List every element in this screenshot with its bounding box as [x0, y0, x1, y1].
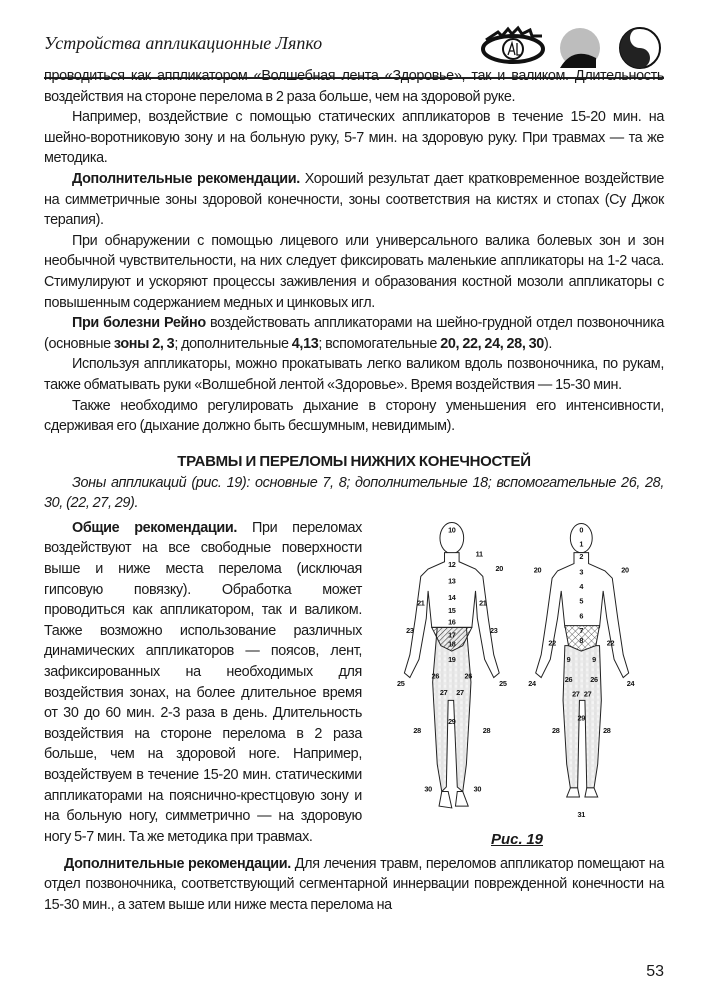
section-title: ТРАВМЫ И ПЕРЕЛОМЫ НИЖНИХ КОНЕЧНОСТЕЙ: [177, 452, 531, 470]
zone-label: 9: [566, 654, 571, 664]
hedgehog-sun-icon: [560, 28, 600, 68]
zone-label: 26: [590, 674, 598, 684]
zone-label: 26: [564, 674, 573, 684]
paragraph: Дополнительные рекомендации. Хороший результат дает кратковременное воздействие на симметричные зоны здоровой конечности, зоны соответствия на кистях и стопах (Су Джок терапия).: [44, 170, 664, 229]
zone-label: 16: [448, 617, 456, 627]
zone-label: 10: [448, 525, 456, 535]
text-and-figure: [44, 518, 664, 850]
zone-label: 19: [448, 654, 456, 664]
figure-caption: Рис. 19: [490, 830, 544, 848]
zone-label: 15: [448, 605, 456, 615]
additional-recommendations: Дополнительные рекомендации. Для лечения травм, переломов аппликатор помещают на отдел позвоночника, соответствующий сегментарной иннервации поврежденной конечности на 15-30 мин., а затем выше или ниже места перелома на: [44, 855, 665, 914]
zone-label: 12: [448, 560, 456, 570]
general-recommendations: Общие рекомендации. При переломах воздействуют на все свободные поверхности выше и ниже места перелома (исключая гипсовую повязку). Обработка может проводиться как аппликатором, так и валиком. Также возможно использование различных динамических аппликаторов — поясов, лент, зафиксированных на необходимых для воздействия зонах, на более длительное время от 30 до 60 мин. 2-3 раза в день. Длительность воздействия на стороне перелома в 2 раза больше, чем на здоровой ноге. Например, воздействуем в течение 15-20 мин. статическими аппликаторами на пояснично-крестцовую зону и на больную ногу, симметрично — на здоровую ногу 5-7 мин. Та же методика при травмах.: [44, 519, 362, 845]
zones-note: Зоны аппликаций (рис. 19): основные 7, 8; дополнительные 18; вспомогательные 26, 28, 30, (22, 27, 29).: [44, 474, 664, 512]
zone-label: 1: [579, 539, 584, 549]
zone-label: 20: [533, 565, 542, 575]
zone-label: 26: [464, 671, 472, 681]
eye-logo-icon: [483, 28, 543, 62]
yin-yang-logo-icon: [620, 28, 660, 68]
zone-label: 20: [621, 565, 629, 575]
zone-label: 25: [397, 678, 405, 688]
zone-label: 6: [579, 611, 584, 621]
zone-label: 2: [579, 551, 584, 561]
zone-label: 21: [417, 598, 425, 608]
zone-label: 11: [475, 549, 483, 559]
zone-label: 27: [456, 687, 464, 697]
zone-label: 7: [579, 625, 584, 635]
page-number: 53: [646, 963, 664, 980]
zone-label: 28: [552, 726, 560, 736]
paragraph: При обнаружении с помощью лицевого или универсального валика болевых зон и зон необычной чувствительности, на них следует фиксировать маленькие аппликаторы на 1-2 часа. Стимулируют и ускоряют процессы заживления и образования костной мозоли аппликаторы с повышенным содержанием медных и цинковых игл.: [44, 232, 664, 311]
zone-label: 27: [439, 687, 448, 697]
zone-label: 31: [577, 809, 586, 819]
paragraph: Например, воздействие с помощью статических аппликаторов в течение 15-20 мин. на шейно-воротниковую зону и на больную руку, 5-7 мин. на здоровую руку. При травмах — та же методика.: [44, 109, 664, 167]
zone-label: 22: [606, 638, 615, 648]
bold-lead: Общие рекомендации.: [72, 519, 238, 536]
bold-lead: Дополнительные рекомендации.: [72, 170, 300, 187]
header-title: Устройства аппликационные Ляпко: [44, 33, 323, 53]
zone-label: 13: [448, 576, 456, 586]
publisher-logo: [478, 22, 668, 72]
zone-label: 3: [579, 567, 584, 577]
zone-label: 29: [577, 713, 586, 723]
zone-label: 17: [448, 630, 456, 640]
zone-label: 0: [579, 525, 584, 535]
zone-label: 23: [490, 625, 498, 635]
paragraph: Также необходимо регулировать дыхание в сторону уменьшения его интенсивности, сдерживая его (дыхание должно быть бесшумным, невидимым).: [44, 397, 664, 435]
paragraph: проводиться как аппликатором «Волшебная лента «Здоровье», так и валиком. Длительность воздействия на стороне перелома в 2 раза больше, чем на здоровой руке.: [44, 68, 664, 105]
figure-body-zones: [370, 518, 664, 828]
zone-label: 24: [528, 678, 536, 688]
zone-label: 25: [499, 678, 507, 688]
zone-label: 22: [548, 638, 556, 648]
zone-label: 30: [424, 784, 432, 794]
body-text-top: [44, 66, 664, 437]
zone-label: 4: [579, 581, 584, 591]
zone-label: 28: [413, 726, 421, 736]
figure-block: [370, 518, 664, 850]
zone-label: 9: [592, 654, 596, 664]
zone-label: 14: [448, 592, 456, 602]
zone-label: 21: [479, 598, 487, 608]
zone-label: 27: [583, 689, 592, 699]
zone-label: 20: [495, 563, 503, 573]
zone-label: 28: [482, 726, 491, 736]
zone-label: 8: [579, 635, 584, 645]
zone-label: 30: [473, 784, 482, 794]
zone-label: 18: [448, 639, 456, 649]
bold-lead: Дополнительные рекомендации.: [64, 855, 291, 872]
paragraph: При болезни Рейно воздействовать аппликаторами на шейно-грудной отдел позвоночника (основные зоны 2, 3; дополнительные 4,13; вспомогательные 20, 22, 24, 28, 30).: [44, 315, 664, 352]
zone-label: 26: [431, 671, 440, 681]
back-body-figure: [533, 523, 629, 797]
zone-label: 5: [579, 596, 584, 606]
paragraph: Используя аппликаторы, можно прокатывать легко валиком вдоль позвоночника, по рукам, также обматывать руки «Волшебной лентой «Здоровье». Время воздействия — 15-30 мин.: [44, 356, 664, 393]
zone-label: 28: [603, 726, 611, 736]
zone-label: 24: [626, 678, 635, 688]
page-text: [44, 66, 664, 916]
zone-label: 27: [572, 689, 580, 699]
zone-label: 23: [406, 625, 414, 635]
zone-label: 29: [448, 716, 456, 726]
